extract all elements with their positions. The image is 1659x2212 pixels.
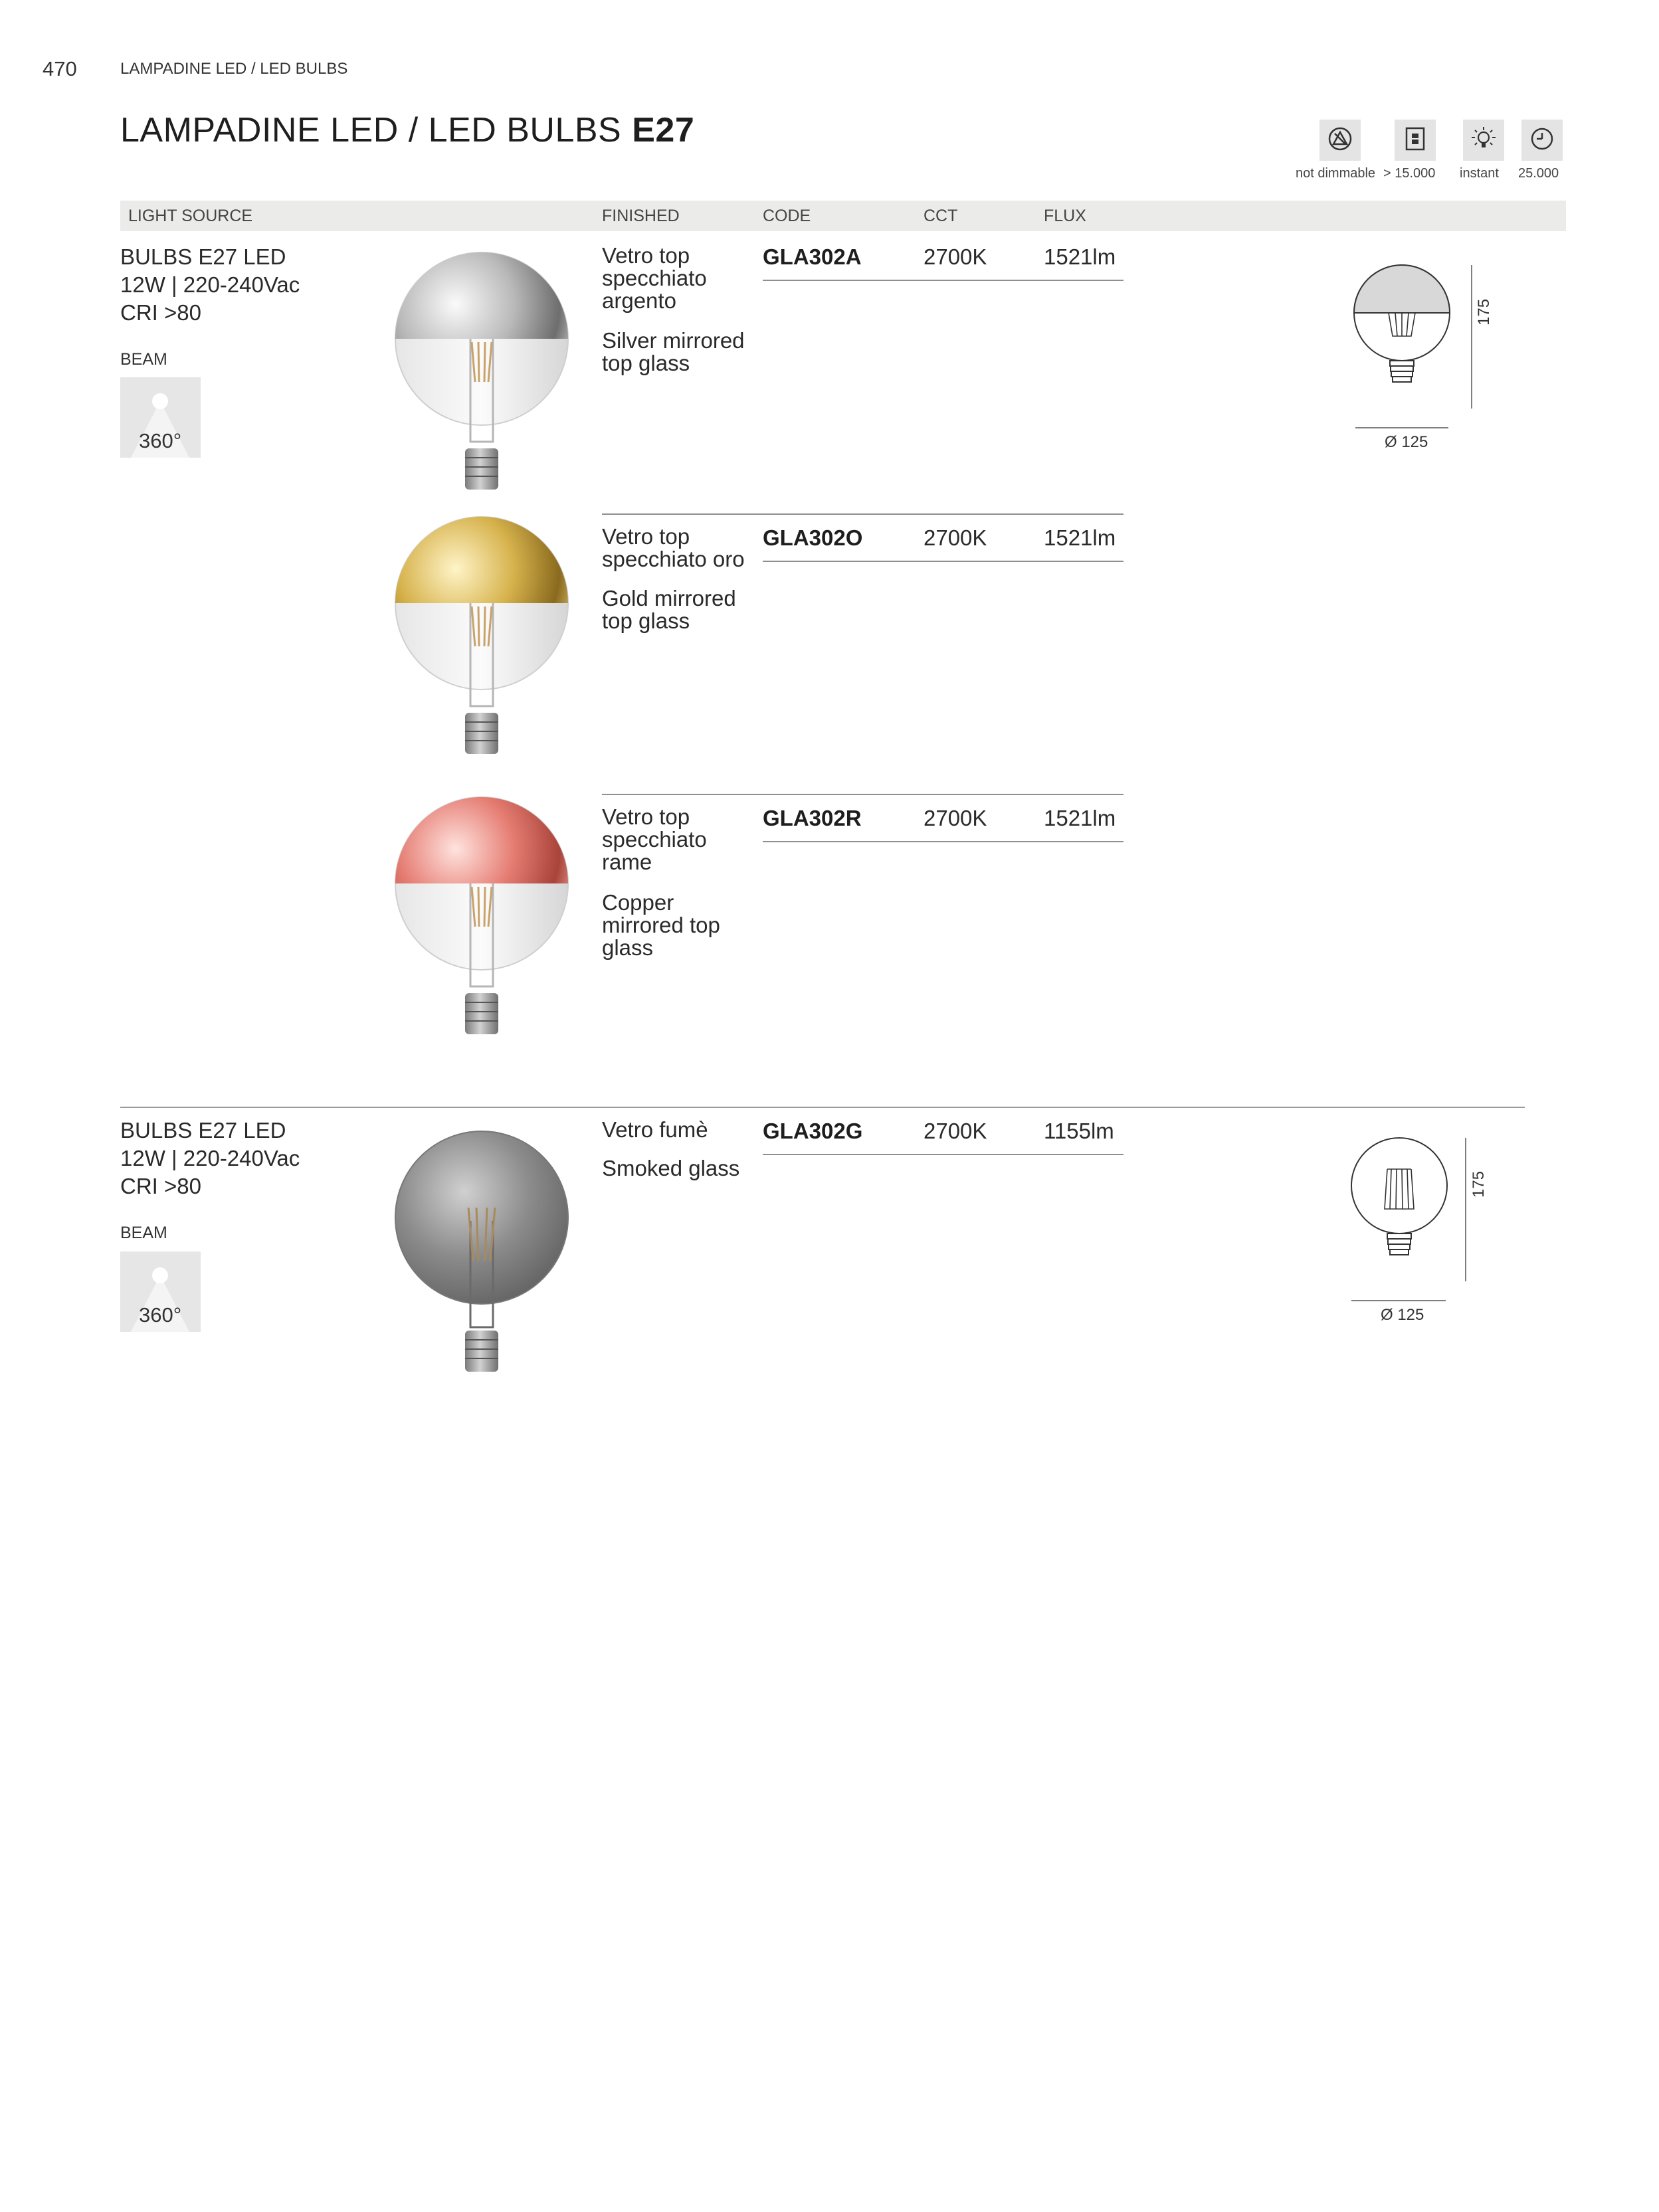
spec-line: CRI >80 (120, 300, 201, 325)
finish-english: Gold mirrored top glass (602, 586, 736, 633)
bulb-dimension-drawing (1349, 256, 1508, 456)
beam-label: BEAM (120, 1224, 167, 1242)
spec-line: 12W | 220-240Vac (120, 1146, 300, 1170)
spec-line: BULBS E27 LED (120, 1118, 286, 1143)
feature-not-dimmable (1318, 120, 1362, 161)
feature-label-instant: instant (1460, 166, 1499, 181)
product-code: GLA302R (763, 806, 862, 830)
bulb-image-copper (392, 794, 571, 1040)
product-code: GLA302A (763, 244, 862, 269)
finish-italian: Vetro top specchiato rame (602, 804, 707, 874)
feature-label-lifetime: 25.000 (1518, 166, 1559, 181)
finish-italian: Vetro top specchiato oro (602, 524, 745, 571)
bulb-dimension-drawing (1346, 1129, 1506, 1329)
table-header (120, 201, 1566, 231)
product-flux: 1155lm (1044, 1119, 1114, 1143)
finish-italian: Vetro fumè (602, 1117, 708, 1142)
row-underline (763, 561, 1123, 562)
product-cct: 2700K (924, 806, 987, 830)
finish-english: Silver mirrored top glass (602, 328, 745, 375)
instant-light-icon (1469, 124, 1498, 157)
product-cct: 2700K (924, 244, 987, 269)
bulb-image-gold (392, 513, 571, 759)
feature-label-not-dimmable: not dimmable (1296, 166, 1376, 181)
beam-box (120, 377, 201, 458)
bulb-image-silver (392, 249, 571, 495)
feature-label-switch-cycles: > 15.000 (1383, 166, 1436, 181)
spec-block (120, 243, 300, 327)
dimension-diameter: Ø 125 (1381, 1306, 1424, 1324)
product-code: GLA302O (763, 525, 863, 550)
beam-box (120, 1251, 201, 1332)
beam-value: 360° (139, 1303, 182, 1327)
spec-line: CRI >80 (120, 1174, 201, 1198)
col-cct: CCT (924, 207, 958, 225)
bulb-image-smoked (392, 1128, 571, 1380)
finish-english: Copper mirrored top glass (602, 890, 720, 960)
feature-lifetime (1520, 120, 1564, 161)
product-flux: 1521lm (1044, 525, 1116, 550)
group-separator (120, 1107, 1525, 1108)
feature-instant (1462, 120, 1506, 161)
product-flux: 1521lm (1044, 806, 1116, 830)
col-flux: FLUX (1044, 207, 1086, 225)
beam-label: BEAM (120, 350, 167, 369)
product-flux: 1521lm (1044, 244, 1116, 269)
row-separator (602, 513, 1123, 515)
spec-block (120, 1117, 300, 1200)
dimension-height: 175 (1470, 1170, 1488, 1198)
row-separator (602, 794, 1123, 795)
page-number: 470 (43, 57, 77, 80)
dimension-height: 175 (1475, 298, 1493, 325)
spec-line: 12W | 220-240Vac (120, 272, 300, 297)
finish-english: Smoked glass (602, 1156, 740, 1180)
running-title: LAMPADINE LED / LED BULBS (120, 60, 348, 78)
col-light-source: LIGHT SOURCE (128, 207, 253, 225)
spec-line: BULBS E27 LED (120, 244, 286, 269)
lifetime-clock-icon (1527, 124, 1557, 157)
product-code: GLA302G (763, 1119, 863, 1143)
beam-value: 360° (139, 429, 182, 452)
page-title: LAMPADINE LED / LED BULBS E27 (120, 111, 695, 149)
finish-italian: Vetro top specchiato argento (602, 243, 707, 313)
product-cct: 2700K (924, 525, 987, 550)
row-underline (763, 280, 1123, 281)
feature-switch-cycles (1393, 120, 1437, 161)
switch-cycles-icon (1401, 124, 1430, 157)
product-cct: 2700K (924, 1119, 987, 1143)
dimension-diameter: Ø 125 (1385, 433, 1428, 451)
row-underline (763, 1154, 1123, 1155)
row-underline (763, 841, 1123, 842)
col-code: CODE (763, 207, 811, 225)
col-finished: FINISHED (602, 207, 680, 225)
not-dimmable-icon (1325, 124, 1355, 157)
